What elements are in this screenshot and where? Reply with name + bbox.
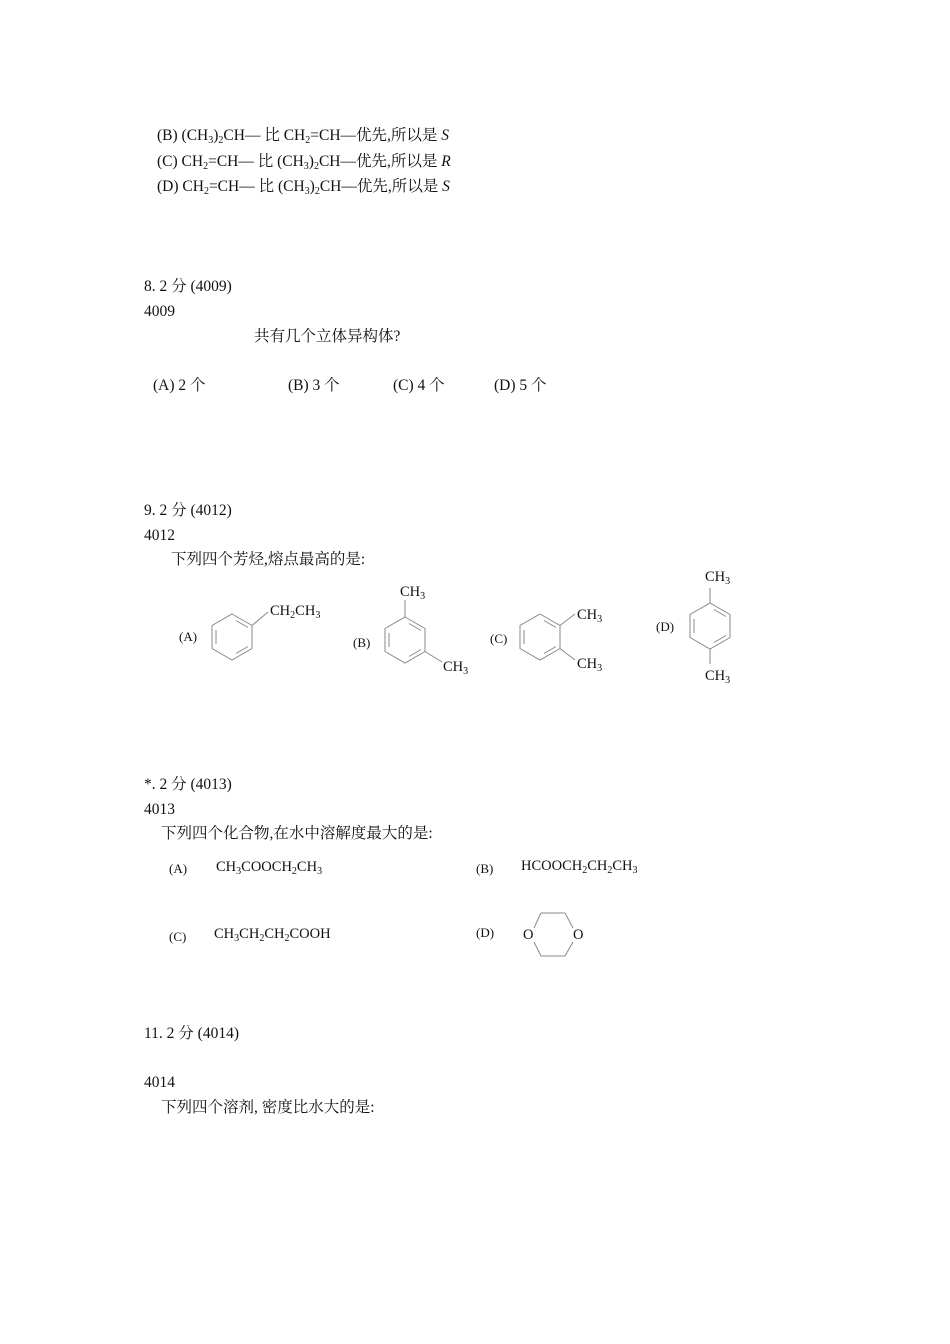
q10-code: 4013 [144,801,175,818]
dioxane-oxygen-right: O [573,927,584,943]
q10-label-d: (D) [476,925,495,940]
q9-a-ethyl-group: $CH_2CH_3$ [270,603,321,621]
q10-header: *. 2 分 (4013) [144,776,232,793]
q8-option-a: (A) 2 个 [153,377,206,394]
q9-c-methyl-bottom: $CH_3$ [577,656,603,674]
q10-compound-b: $HCOOCH_2CH_2CH_3$ [521,858,638,876]
q11-header: 11. 2 分 (4014) [144,1025,239,1042]
q11-code: 4014 [144,1074,175,1091]
q8-question: 共有几个立体异构体? [254,328,401,345]
q10-compound-a: $CH_3COOCH_2CH_3$ [216,859,323,877]
q9-label-b: (B) [353,635,371,650]
q7-option-d: (D) $CH_2=CH—$ 比 $(CH_3)_2CH—$优先,所以是 S [157,178,450,197]
q10-label-b: (B) [476,861,494,876]
q11-question: 下列四个溶剂, 密度比水大的是: [161,1099,375,1116]
q9-header: 9. 2 分 (4012) [144,502,232,519]
q7-option-c: (C) $CH_2=CH—$ 比 $(CH_3)_2CH—$优先,所以是 R [157,153,451,172]
q9-b-methyl-bottom: $CH_3$ [443,659,469,677]
q9-code: 4012 [144,527,175,544]
q10-label-a: (A) [169,861,188,876]
q8-header: 8. 2 分 (4009) [144,278,232,295]
q8-option-d: (D) 5 个 [494,377,547,394]
q9-label-a: (A) [179,629,198,644]
q7-option-b: (B) $(CH_3)_2CH—$ 比 $CH_2=CH—$优先,所以是 S [157,127,450,146]
q9-c-methyl-top: $CH_3$ [577,607,603,625]
q9-b-methyl-top: $CH_3$ [400,584,426,602]
q8-code: 4009 [144,303,175,320]
q10-label-c: (C) [169,929,187,944]
q8-option-b: (B) 3 个 [288,377,340,394]
q9-label-d: (D) [656,619,675,634]
q9-d-methyl-top: $CH_3$ [705,569,731,587]
q10-compound-c: $CH_3CH_2CH_2COOH$ [214,926,331,944]
q9-d-methyl-bottom: $CH_3$ [705,668,731,686]
q9-question: 下列四个芳烃,熔点最高的是: [171,551,366,568]
q8-option-c: (C) 4 个 [393,377,445,394]
q9-label-c: (C) [490,631,508,646]
q10-question: 下列四个化合物,在水中溶解度最大的是: [161,825,433,842]
dioxane-oxygen-left: O [523,927,534,943]
